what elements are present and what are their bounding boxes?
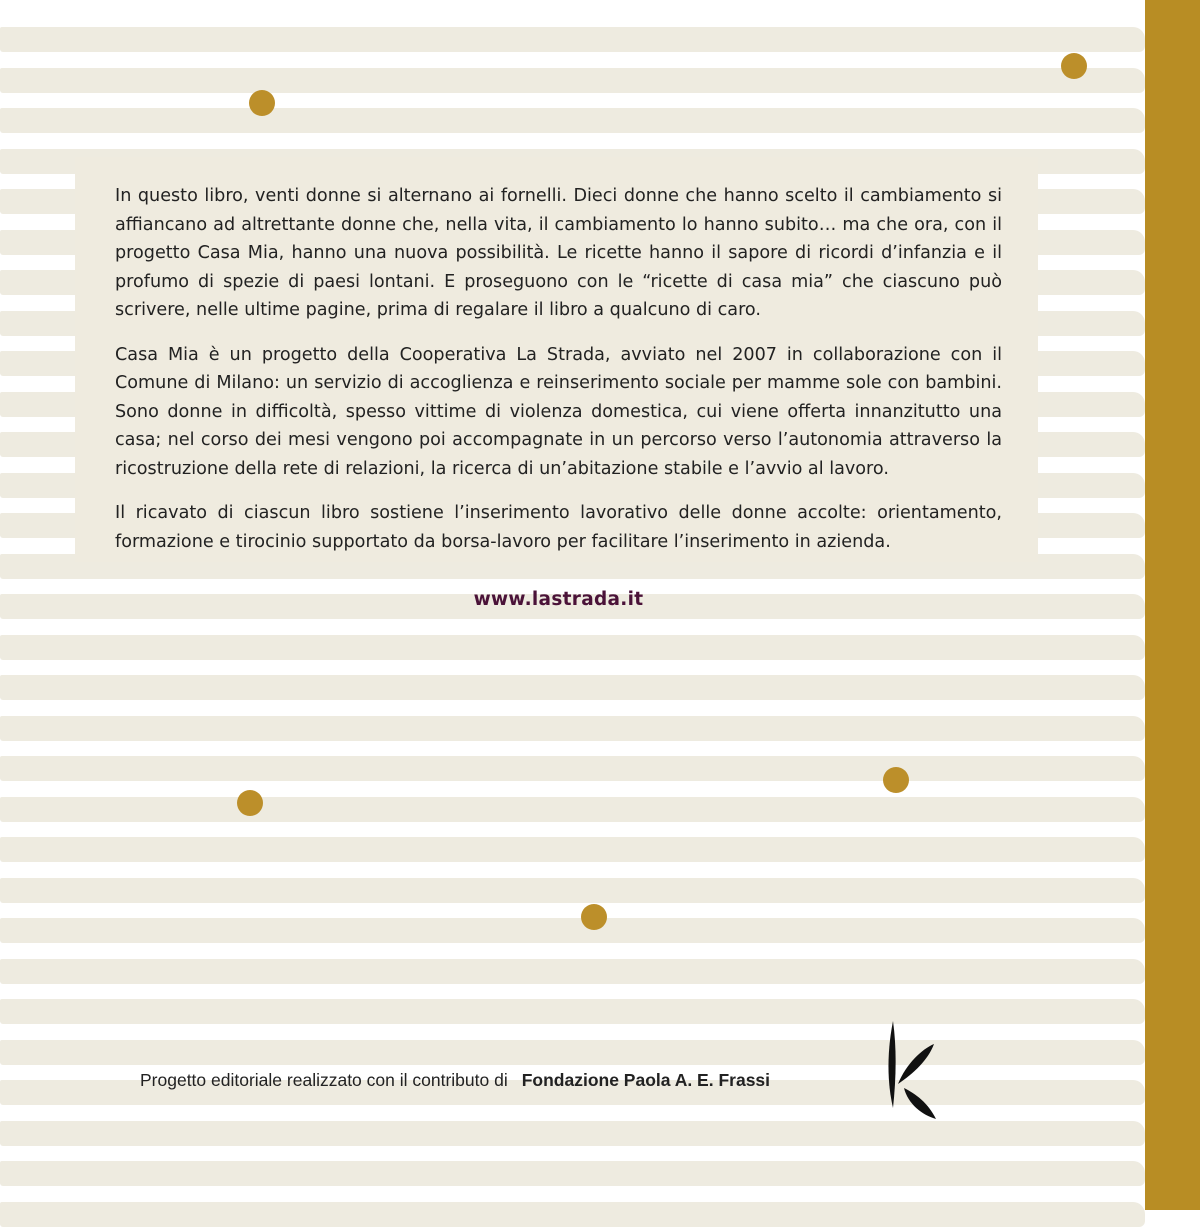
publisher-leaf-logo-icon [884,1018,942,1126]
background-stripe [0,918,1145,943]
background-stripe [0,756,1145,781]
body-text [115,182,1002,572]
paragraph-intro: In questo libro, venti donne si alternano ai fornelli. Dieci donne che hanno scelto il cambiamento si affiancano ad altrettante donne che, nella vita, il cambiamento lo hanno subito… ma che ora, con il progetto Casa Mia, hanno una nuova possibilità. Le ricette hanno il sapore di ricordi d’infanzia e il profumo di spezie di paesi lontani. E proseguono con le “ricette di casa mia” che ciascuno può scrivere, nelle ultime pagine, prima di regalare il libro a qualcuno di caro. [115,186,1002,320]
gold-side-band [1145,0,1200,1210]
foundation-name: Fondazione Paola A. E. Frassi [521,1070,771,1090]
gold-dot [237,790,263,816]
website-link[interactable]: www.lastrada.it [473,589,644,610]
background-stripe [0,878,1145,903]
background-stripe [0,1040,1145,1065]
background-stripe [0,1121,1145,1146]
paragraph-casa-mia: Casa Mia è un progetto della Cooperativa La Strada, avviato nel 2007 in collaborazione con il Comune di Milano: un servizio di accoglienza e reinserimento sociale per mamme sole con bambini. Sono donne in difficoltà, spesso vittime di violenza domestica, cui viene offerta innanzitutto una casa; nel corso dei mesi vengono poi accompagnate in un percorso verso l’autonomia attraverso la ricostruzione della rete di relazioni, la ricerca di un’abitazione stabile e l’avvio al lavoro. [115,344,1002,479]
background-stripe [0,1161,1145,1186]
background-stripe [0,837,1145,862]
background-stripe [0,108,1145,133]
gold-dot [581,904,607,930]
background-stripe [0,635,1145,660]
gold-dot [249,90,275,116]
background-stripe [0,797,1145,822]
credit-text: Progetto editoriale realizzato con il contributo di [140,1070,508,1090]
paragraph-proceeds: Il ricavato di ciascun libro sostiene l’inserimento lavorativo delle donne accolte: orientamento, formazione e tirocinio supportato da borsa-lavoro per facilitare l’inserimento in azienda. [115,503,1002,552]
background-stripe [0,716,1145,741]
background-stripe [0,1202,1145,1227]
gold-dot [1061,53,1087,79]
background-stripe [0,27,1145,52]
background-stripe [0,959,1145,984]
gold-dot [883,767,909,793]
credit-line [140,1070,770,1091]
background-stripe [0,68,1145,93]
background-stripe [0,675,1145,700]
background-stripe [0,999,1145,1024]
